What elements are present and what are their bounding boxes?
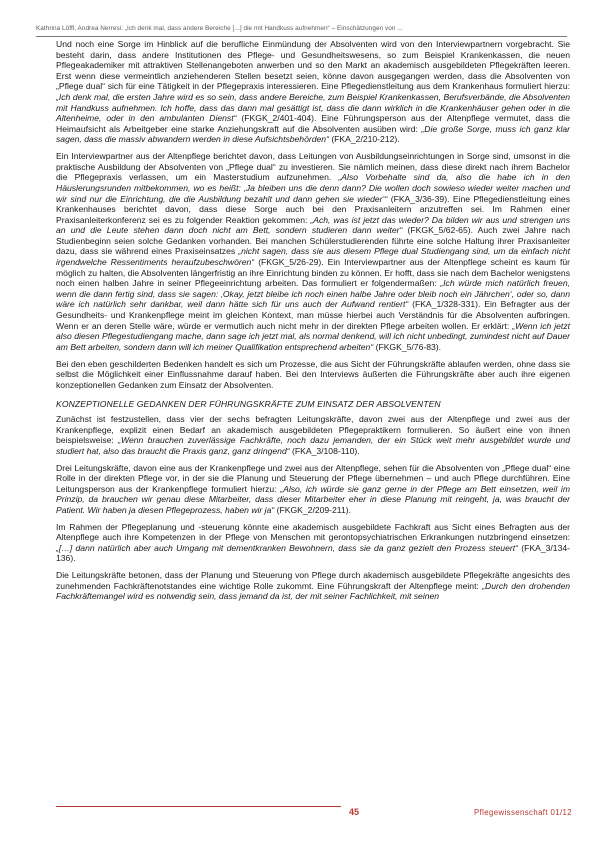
paragraph — [56, 463, 570, 516]
quotation: „Wenn brauchen zuverlässige Fachkräfte, noch dazu jemanden, der ein Stück weit mehr ausgebildet wurde und studiert hat, also das braucht die Praxis ganz, ganz dringend“ — [56, 435, 570, 456]
quotation: „Durch den drohenden Fachkräftemangel wird es notwendig sein, dass jemand da ist, der mit seiner Fachlichkeit, mit seinen — [56, 580, 571, 602]
quotation: „Ich würde mich natürlich freuen, wenn die dann fertig sind, dass sie sagen: ‚Okay, jetzt bleibe ich noch einen halbe Jahre oder bleib noch ein Jährchen‘, oder so, dann wäre ich natürlich sehr dankbar, weil dann hätte sich für uns auch der Aufwand rentiert“ — [56, 278, 570, 310]
header-rule — [36, 36, 567, 37]
text-run: (FKGK_5/62-65). Auch zwei Jahre nach Studienbeginn seien solche Gedanken vorhanden. Bei manchen Schülerstudierenden führte eine solche Haltung ihrer Praxisanleiter dazu, dass sie während eines Praxiseinsatzes — [56, 225, 571, 257]
text-run: (FKA_1/328-331). Ein Befragter aus der Gesundheits- und Krankenpflege meint im gleichen Kontext, man müsse hierbei auch Verständnis für die Absolventen aufbringen. Wenn er an deren Stelle wäre, würde er vermutlich auch nicht mehr in der direkten Pflege arbeiten wollen. Er erklärt: — [56, 299, 570, 331]
text-run: (FKGK_2/401-404). Eine Führungsperson aus der Altenpflege vermutet, dass die Heimaufsicht als Arbeitgeber eine starke Anziehungskraft auf die Absolventen ausüben wird: — [56, 113, 570, 134]
quotation: „[…] dann natürlich aber auch Umgang mit dementkranken Bewohnern, dass sie da ganz gezielt den Prozess steuert“ — [56, 542, 518, 553]
text-run: Zunächst ist festzustellen, dass vier der sechs befragten Leitungskräfte, davon zwei aus der Altenpflege und zwei aus der Krankenpflege, explizit einen Bedarf an akademisch ausgebildeten Pflegepraktikern formulieren. So äußert eine von ihnen beispielsweise: — [56, 413, 570, 446]
page-number: 45 — [349, 807, 360, 817]
text-run: Ein Interviewpartner aus der Altenpflege berichtet davon, dass Leitungen von Ausbildungseinrichtungen in Sorge sind, umsonst in die praktische Ausbildung der Absolventen von „Pflege dual“ zu investieren. Sie nämlich meinen, dass diese direkt nach ihrem Bachelor die Pflegepraxis verlassen, um ein Masterstudium aufzunehmen. — [56, 151, 570, 183]
footer-rule — [56, 806, 341, 807]
text-run: Die Leitungskräfte betonen, dass der Planung und Steuerung von Pflege durch akademisch ausgebildete Pflegekräfte angesichts des zunehmenden Fachkräftenotstandes eine wichtige Rolle zukommt. Eine Führungskraft der Altenpflege meint: — [56, 570, 570, 591]
paragraph — [56, 414, 570, 456]
quotation: „Wenn ich jetzt also diesen Pflegestudiengang mache, dann sage ich jetzt mal, als normal denkend, will ich nicht unbedingt, zumindest nicht auf Dauer am Bett arbeiten, sondern dann will ich meiner Qualifikation entsprechend arbeiten“ — [56, 320, 570, 352]
section-heading: KONZEPTIONELLE GEDANKEN DER FÜHRUNGSKRÄFTE ZUM EINSATZ DER ABSOLVENTEN — [56, 399, 441, 410]
paragraph — [56, 151, 570, 352]
journal-name: Pflegewissenschaft 01/12 — [474, 808, 573, 817]
text-run: (FKA_3/134-136). — [56, 542, 570, 564]
text-run: (FKGK_5/76-83). — [373, 341, 442, 352]
quotation: „Ich denk mal, die ersten Jahre wird es so sein, dass andere Bereiche, zum Beispiel Krankenkassen, Berufsverbände, die Absolventen mit Handkuss aufnehmen. Ich hoffe, dass das dann mal gesättigt ist, dass die dann wirklich in die Krankenhäuser gehen oder in die Altenheime, oder in den ambulanten Dienst“ — [56, 91, 570, 124]
text-run: (FKGK_5/26-29). Ein Interviewpartner aus der Altenpflege scheint es kaum für möglich zu halten, die Absolventen längerfristig an ihre Einrichtung binden zu können. Er hofft, dass sie nach dem Bachelor wenigstens noch einen halben Jahre in seiner Pflegeeinrichtung arbeiten. Das formuliert er folgendermaßen: — [56, 257, 570, 289]
body-section-2 — [56, 414, 570, 602]
paragraph — [56, 570, 570, 602]
paragraph — [56, 522, 570, 564]
text-run: Im Rahmen der Pflegeplanung und -steuerung könnte eine akademisch ausgebildete Fachkraft aus Sicht eines Befragten aus der Altenpflege auch ihre Kompetenzen in der Pflege von Menschen mit gerontopsychiatrischen Erkrankungen nutzbringend einsetzen: — [56, 521, 570, 543]
quotation: „Die große Sorge, muss ich ganz klar sagen, dass die massiv abwandern werden in diese Aufsichtsbehörden“ — [56, 123, 571, 145]
body-section-1 — [56, 39, 570, 390]
text-run: Und noch eine Sorge im Hinblick auf die berufliche Einmündung der Absolventen wird von den Interviewpartnern vorgebracht. Sie besteht darin, dass andere Institutionen des Pflege- und Gesundheitswesens, so zum Beispiel Krankenkassen, die neuen Pflegeakademiker mit attraktiven Stellenangeboten anwerben und so den Markt an akademisch ausgebildeten Pflegekräften leeren. Erst wenn diese vermeintlich anziehenderen Stellen besetzt seien, könne davon ausgegangen werden, dass die Absolventen von „Pflege dual“ sich für eine Tätigkeit in der Pflegepraxis interessieren. Eine Pflegedienstleitung aus dem Krankenhaus formuliert hierzu: — [56, 39, 570, 92]
text-run: (FKA_3/36-39). Eine Pflegedienstleitung eines Krankenhauses berichtet davon, dass diese Sorge auch bei den Praxisanleitern anzutreffen sei. Im Rahmen einer Praxisanleiterkonferenz sei es zu folgender Reaktion gekommen: — [56, 193, 570, 225]
text-run: Drei Leitungskräfte, davon eine aus der Krankenpflege und zwei aus der Altenpflege, sehen für die Absolventen von „Pflege dual“ eine Rolle in der direkten Pflege vor, in der sie die Planung und Steuerung der Pflege übernehmen – und auch Pflege durchführen. Eine Leitungsperson aus der Krankenpflege formuliert hierzu: — [56, 462, 570, 494]
text-run: Bei den eben geschilderten Bedenken handelt es sich um Prozesse, die aus Sicht der Führungskräfte ablaufen werden, ohne dass sie selbst die Möglichkeit einer Einflussnahme darauf haben. Bei den Interviews äußerten die Führungskräfte aber auch ihre eigenen konzeptionellen Gedanken zum Einsatz der Absolventen. — [56, 358, 570, 390]
article-body — [56, 39, 570, 608]
text-run: (FKGK_2/209-211). — [274, 504, 351, 515]
quotation: „Also, ich würde sie ganz gerne in der Pflege am Bett einsetzen, weil im Prinzip, da brauchen wir genau diese Mitarbeiter, dass dieser Mitarbeiter eher in diese Planung mit reingeht, ja, was braucht der Patient. Wir haben ja diesen Pflegeprozess, haben wir ja“ — [56, 483, 570, 515]
quotation: „nicht sagen, dass sie aus diesem Pflege dual Studiengang sind, um da einfach nicht irgendwelche Ressentiments heraufzubeschwören“ — [56, 246, 570, 268]
paragraph — [56, 39, 570, 145]
text-run: (FKA_2/210-212). — [328, 134, 400, 145]
running-head: Kathrina Löffl, Andrea Nerresi: „Ich denk mal, dass andere Bereiche [...] die mit Handkuss aufnehmen“ – Einschätzungen von ... — [36, 25, 403, 32]
quotation: „Ach, was ist jetzt das wieder? Da bilden wir aus und strengen uns an und die Leute stehen dann doch nicht am Bett, sondern studieren dann weiter“ — [56, 214, 570, 236]
quotation: „Also Vorbehalte sind da, also die habe ich in den Häuslerungsrunden mitbekommen, wo es heißt: ‚Ja bleiben uns die denn dann? Die wollen doch sowieso wieder weiter machen und wir sind nur die Einrichtung, die die Ausbildung bezahlt und dann gehen sie wieder‘“ — [56, 172, 570, 204]
paragraph — [56, 359, 570, 391]
text-run: (FKA_3/108-110). — [289, 445, 360, 456]
